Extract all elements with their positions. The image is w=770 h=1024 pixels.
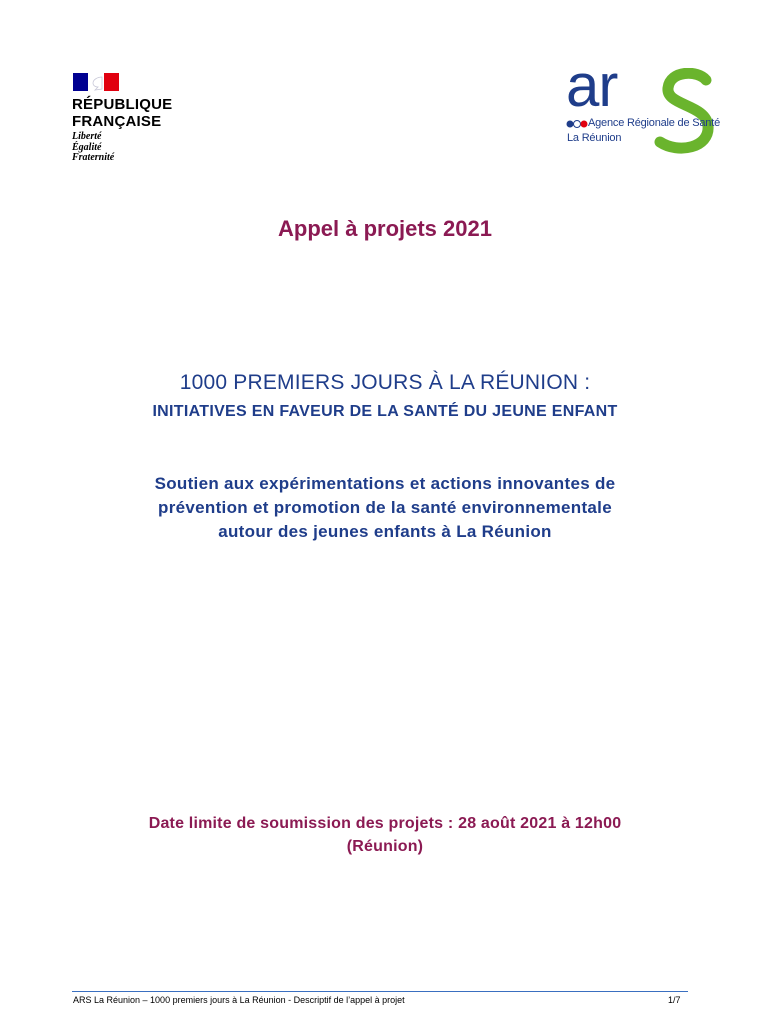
republique-francaise-flag: [73, 73, 119, 91]
flag-red-band: [104, 73, 119, 91]
deadline-line-1: Date limite de soumission des projets : 28 août 2021 à 12h00: [148, 815, 622, 832]
page-number: 1/7: [668, 995, 681, 1005]
republic-name-line-1: RÉPUBLIQUE: [72, 96, 173, 113]
subtitle-line-2: prévention et promotion de la santé environnementale: [158, 498, 612, 517]
footer-divider: [72, 991, 688, 992]
deadline-line-2: (Réunion): [346, 838, 424, 855]
motto-liberte: Liberté: [72, 131, 102, 142]
flag-white-band: [88, 73, 104, 91]
main-heading: 1000 PREMIERS JOURS À LA RÉUNION :: [179, 371, 591, 394]
document-title: Appel à projets 2021: [278, 216, 492, 241]
sub-heading: INITIATIVES EN FAVEUR DE LA SANTÉ DU JEUNE ENFANT: [152, 403, 618, 420]
ars-dots-icon: [566, 119, 588, 129]
subtitle-line-1: Soutien aux expérimentations et actions innovantes de: [154, 474, 616, 493]
ars-logo: [566, 56, 648, 116]
republic-name-line-2: FRANÇAISE: [72, 113, 162, 130]
subtitle-block: [80, 472, 690, 544]
motto-egalite: Égalité: [72, 141, 102, 153]
ars-wordmark: ar: [566, 56, 618, 116]
footer-text: ARS La Réunion – 1000 premiers jours à La Réunion - Descriptif de l’appel à projet: [73, 995, 405, 1005]
marianne-profile-icon: [88, 73, 104, 91]
republique-francaise-name: [72, 96, 172, 130]
motto-fraternite: Fraternité: [72, 152, 115, 163]
deadline-block: [80, 812, 690, 858]
flag-blue-band: [73, 73, 88, 91]
ars-agency-name: Agence Régionale de Santé: [588, 117, 720, 129]
subtitle-line-3: autour des jeunes enfants à La Réunion: [218, 522, 552, 541]
ars-s-green-icon: [648, 68, 720, 156]
republic-motto: [72, 132, 114, 164]
ars-region-name: La Réunion: [567, 132, 622, 144]
